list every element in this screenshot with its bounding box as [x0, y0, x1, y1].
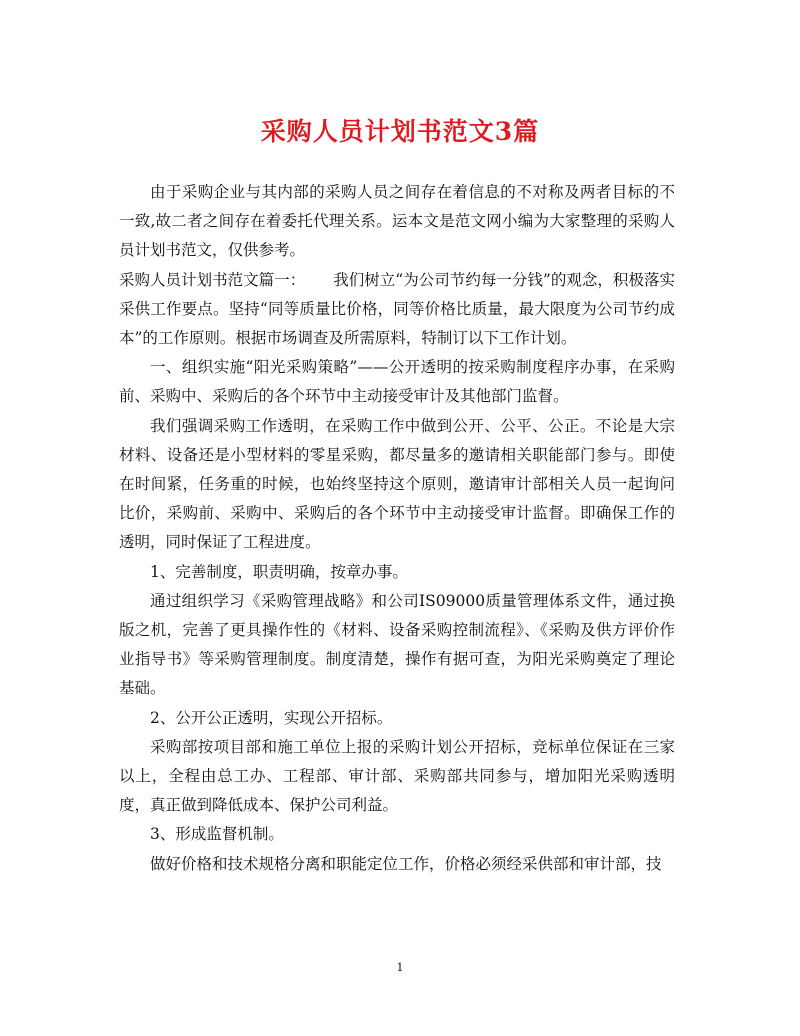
- supervision-paragraph: 做好价格和技术规格分离和职能定位工作，价格必须经采供部和审计部，技: [150, 854, 662, 873]
- section-heading: 采购人员计划书范文篇一：: [119, 270, 306, 289]
- intro-paragraph: 由于采购企业与其内部的采购人员之间存在着信息的不对称及两者目标的不一致,故二者之间存在着委托代理关系。运本文是范文网小编为大家整理的采购人员计划书范文，仅供参考。: [119, 183, 675, 260]
- tender-paragraph: 采购部按项目部和施工单位上报的采购计划公开招标，竞标单位保证在三家以上，全程由总工办、工程部、审计部、采购部共同参与，增加阳光采购透明度，真正做到降低成本、保护公司利益。: [119, 737, 675, 815]
- section-first-text: 我们树立“为公司节约每一分钱”的观念，积极落实采供工作要点。坚持“同等质量比价格，同等价格比质量，最大限度为公司节约成本”的工作原则。根据市场调查及所需原料，特制订以下工作计划。: [119, 270, 675, 348]
- subheading-three: 3、形成监督机制。: [150, 825, 284, 844]
- point-one-paragraph: 一、组织实施“阳光采购策略”——公开透明的按采购制度程序办事，在采购前、采购中、采购后的各个环节中主动接受审计及其他部门监督。: [119, 358, 675, 406]
- page-number: 1: [396, 961, 404, 974]
- document-body: [119, 178, 675, 879]
- section-one-paragraph: [119, 266, 675, 354]
- subheading-two: 2、公开公正透明，实现公开招标。: [150, 708, 393, 727]
- document-title: 采购人员计划书范文3篇: [260, 117, 540, 146]
- system-paragraph: 通过组织学习《采购管理战略》和公司IS09000质量管理体系文件，通过换版之机，完善了更具操作性的《材料、设备采购控制流程》、《采购及供方评价作业指导书》等采购管理制度。制度清楚，操作有据可查，为阳光采购奠定了理论基础。: [119, 591, 675, 698]
- subheading-one: 1、完善制度，职责明确，按章办事。: [150, 562, 408, 581]
- transparency-paragraph: 我们强调采购工作透明，在采购工作中做到公开、公平、公正。不论是大宗材料、设备还是小型材料的零星采购，都尽量多的邀请相关职能部门参与。即使在时间紧，任务重的时候，也始终坚持这个原则，邀请审计部相关人员一起询问比价，采购前、采购中、采购后的各个环节中主动接受审计监督。即确保工作的透明，同时保证了工程进度。: [119, 416, 675, 552]
